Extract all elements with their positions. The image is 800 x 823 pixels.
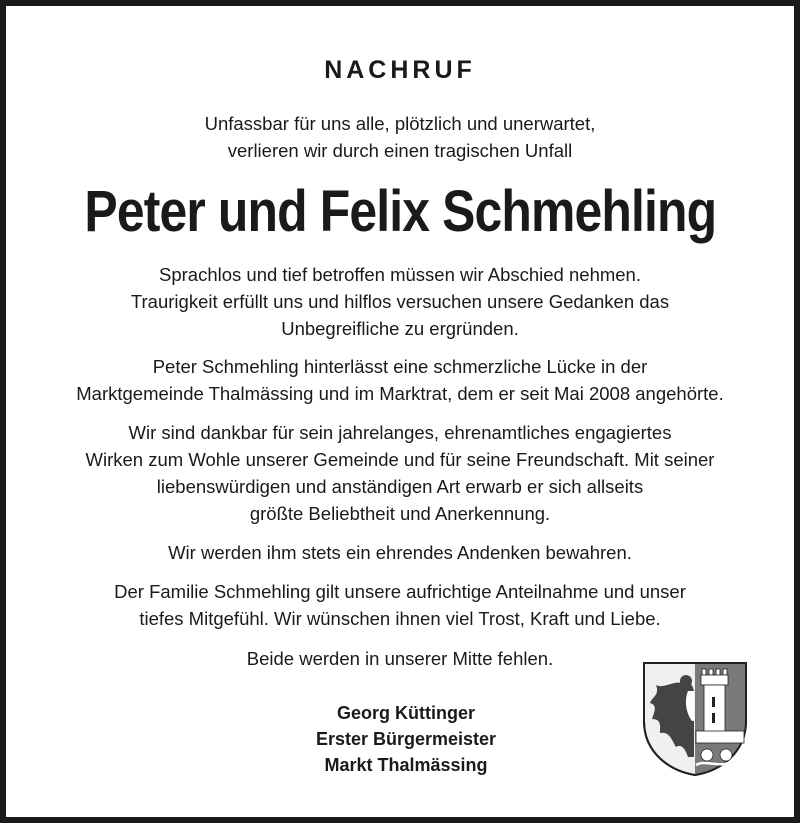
deceased-names-text: Peter und Felix Schmehling <box>84 179 716 244</box>
intro-line: verlieren wir durch einen tragischen Unfall <box>227 140 573 161</box>
coat-of-arms-icon <box>642 661 748 777</box>
municipality: Markt Thalmässing <box>324 755 488 775</box>
paragraph <box>6 419 794 527</box>
text-line: tiefes Mitgefühl. Wir wünschen ihnen viel Trost, Kraft und Liebe. <box>139 608 661 629</box>
text-line: Wir sind dankbar für sein jahrelanges, ehrenamtliches engagiertes <box>128 422 672 443</box>
paragraph <box>6 539 794 566</box>
signatory-title: Erster Bürgermeister <box>315 729 497 749</box>
paragraph <box>6 261 794 342</box>
text-line: Peter Schmehling hinterlässt eine schmerzliche Lücke in der <box>152 356 648 377</box>
text-line: Marktgemeinde Thalmässing und im Marktrat, dem er seit Mai 2008 angehörte. <box>76 383 724 404</box>
intro <box>6 110 794 164</box>
paragraph <box>6 578 794 632</box>
intro-line: Unfassbar für uns alle, plötzlich und unerwartet, <box>204 113 596 134</box>
text-line: Der Familie Schmehling gilt unsere aufrichtige Anteilnahme und unser <box>114 581 686 602</box>
text-line: Unbegreifliche zu ergründen. <box>281 318 519 339</box>
text-line: Traurigkeit erfüllt uns und hilflos versuchen unsere Gedanken das <box>130 291 670 312</box>
deceased-names <box>6 178 794 245</box>
heading: NACHRUF <box>324 56 476 84</box>
text-line: größte Beliebtheit und Anerkennung. <box>249 503 551 524</box>
text-line: Wirken zum Wohle unserer Gemeinde und für seine Freundschaft. Mit seiner <box>85 449 715 470</box>
text-line: liebenswürdigen und anständigen Art erwarb er sich allseits <box>156 476 644 497</box>
signature-block <box>256 700 556 778</box>
text-line: Sprachlos und tief betroffen müssen wir Abschied nehmen. <box>159 264 641 285</box>
paragraph <box>6 353 794 407</box>
text-line: Beide werden in unserer Mitte fehlen. <box>246 648 554 669</box>
signatory-name: Georg Küttinger <box>337 703 475 723</box>
text-line: Wir werden ihm stets ein ehrendes Andenken bewahren. <box>168 542 632 563</box>
